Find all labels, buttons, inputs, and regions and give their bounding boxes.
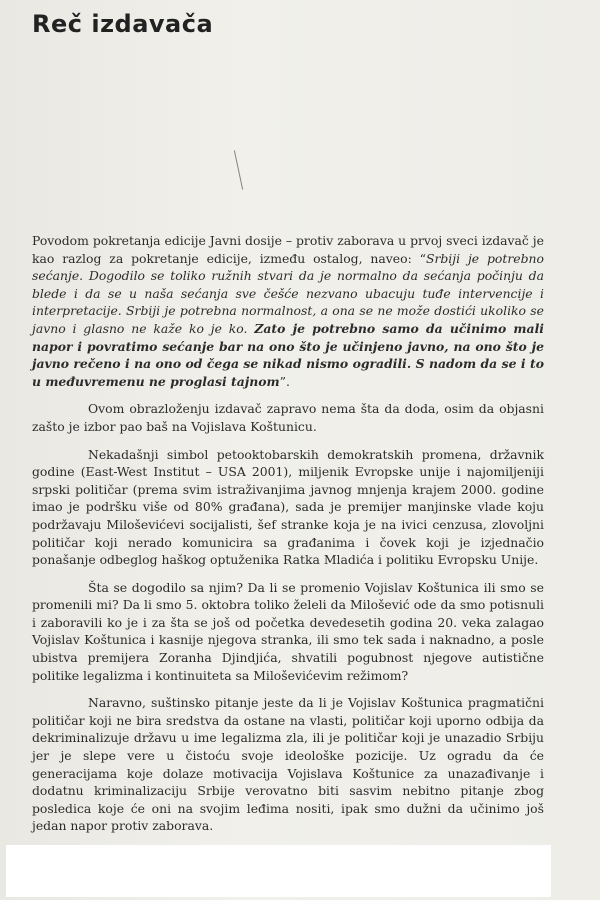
paragraph-2 [32, 400, 544, 435]
paragraph-3-text: Nekadašnji simbol petooktobarskih demokratskih promena, državnik godine (East-West Institut – USA 2001), miljenik Evropske unije i najomiljeniji srpski političar (prema svim istraživanjima javnog mnjenja krajem 2000. godine imao je podršku više od 80% građana), sada je premijer manjinske vlade koju podržavaju Miloševićevi socijalisti, šef stranke koja je na ivici cenzusa, zlovoljni političar koji nerado komunicira sa građanima i čovek koji je izjednačio ponašanje odbeglog haškog optuženika Ratka Mladića i politiku Evropsku Unije. [32, 446, 544, 568]
paragraph-2-text: Ovom obrazloženju izdavač zapravo nema šta da doda, osim da objasni zašto je izbor pao baš na Vojislava Koštunicu. [32, 401, 544, 434]
paragraph-1-text: Povodom pokretanja edicije Javni dosije – protiv zaborava u prvoj sveci izdavač je kao razlog za pokretanje edicije, između ostalog, naveo: “ [32, 233, 544, 266]
blank-overlay [6, 845, 551, 897]
paragraph-3 [32, 446, 544, 569]
quote-bold-italic: Zato je potrebno samo da učinimo mali napor i povratimo sećanje bar na ono što je učinjeno javno, na ono što je javno rečeno i na ono od čega se nikad nismo ogradili. S nadom da se i to u međuvremenu ne proglasi tajnom [32, 320, 544, 389]
paragraph-1 [32, 232, 544, 390]
paragraph-4-text: Šta se dogodilo sa njim? Da li se promenio Vojislav Koštunica ili smo se promenili mi? Da li smo 5. oktobra toliko želeli da Milošević ode da smo potisnuli i zaboravili ko je i za šta se još od početka devedesetih godina 20. veka zalagao Vojislav Koštunica i kasnije njegova stranka, ili smo tek sada i naknadno, a posle ubistva premijera Zoranha Djindjića, shvatili pogubnost njegove autistične politike legalizma i kontinuiteta sa Miloševićevim režimom? [32, 579, 544, 683]
paragraph-5 [32, 694, 544, 835]
bleed-through-text [300, 0, 590, 200]
quote-close: ”. [279, 373, 290, 389]
quote-italic: Srbiji je potrebno sećanje. Dogodilo se toliko ružnih stvari da je normalno da sećanja počinju da blede i da se u naša sećanja sve češće nezvano ubacuju tuđe intervencije i interpretacije. Srbiji je potrebna normalnost, a ona se ne može dostići ukoliko se javno i glasno ne kaže ko je ko. [32, 250, 544, 336]
pen-mark [234, 150, 243, 189]
paragraph-5-text: Naravno, suštinsko pitanje jeste da li je Vojislav Koštunica pragmatični političar koji ne bira sredstva da ostane na vlasti, političar koji uporno odbija da dekriminalizuje državu u ime legalizma zla, ili je političar koji je unazadio Srbiju jer je slepe vere u čistoću svoje ideološke pozicije. Uz ogradu da će generacijama koje dolaze motivacija Vojislava Koštunice za unazađivanje i dodatnu kriminalizaciju Srbije verovatno biti sasvim nebitno pitanje zbog posledica koje će oni na svojim leđima nositi, ipak smo dužni da učinimo još jedan napor protiv zaborava. [32, 695, 544, 834]
paragraph-4 [32, 579, 544, 685]
body-text [32, 232, 544, 835]
page-heading: Reč izdavača [32, 10, 214, 38]
